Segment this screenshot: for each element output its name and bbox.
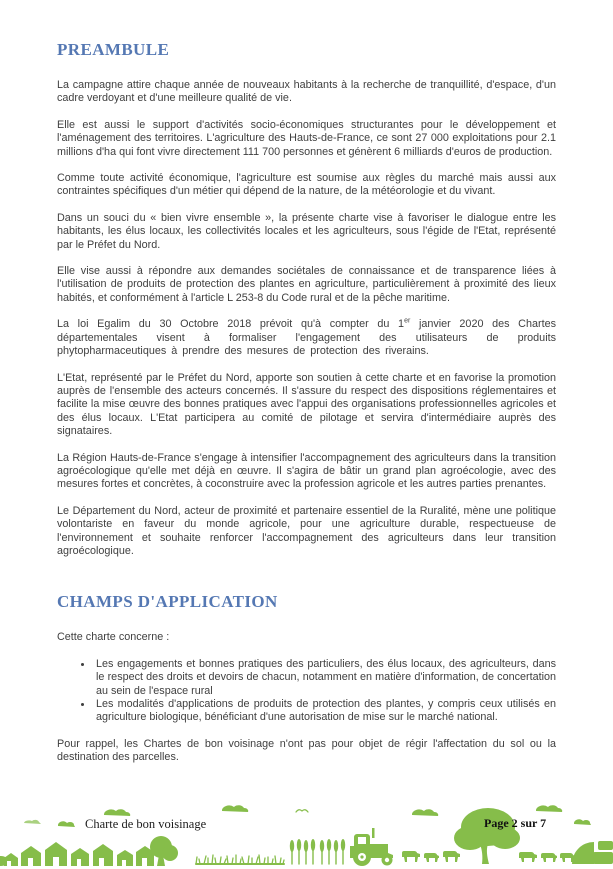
preambule-heading: PREAMBULE <box>57 40 170 59</box>
footer-illustration <box>0 800 613 869</box>
small-tree-icon <box>150 836 178 866</box>
page-footer <box>0 800 613 869</box>
paragraph-bien-vivre: Dans un souci du « bien vivre ensemble », la présente charte vise à favoriser le dialogue entre les habitants, les élus locaux, les collectivités locales et les agriculteurs, sous l'égide de l'Etat, représenté par le Préfet du Nord. <box>57 211 556 251</box>
cow-icon <box>402 851 575 862</box>
footer-page-number: Page 2 sur 7 <box>484 816 547 830</box>
bird-icon <box>296 810 308 812</box>
paragraph-campagne: La campagne attire chaque année de nouveaux habitants à la recherche de tranquillité, d'espace, d'un cadre verdoyant et d'une meilleure qualité de vie. <box>57 79 556 105</box>
footer-document-title: Charte de bon voisinage <box>85 817 207 831</box>
paragraph-departement: Le Département du Nord, acteur de proximité et partenaire essentiel de la Ruralité, mène une politique volontariste en faveur du monde agricole, pour une agriculture durable, respectueuse de l'environnement et souhaite renforcer l'accompagnement des agriculteurs dans leur transition agroécologique. <box>57 504 556 557</box>
page-content <box>57 40 556 778</box>
egalim-text-after: janvier 2020 des Chartes départementales visent à formaliser l'engagement des utilisateurs de produits phytopharmaceutiques à prendre des mesures de protection des riverains. <box>57 318 556 358</box>
tractor-icon <box>350 828 393 866</box>
paragraph-regles-marche: Comme toute activité économique, l'agriculture est soumise aux règles du marché mais aussi aux contraintes spécifiques d'un métier qui dépend de la nature, de la météorologie et du vivant. <box>57 172 556 198</box>
paragraph-region: La Région Hauts-de-France s'engage à intensifier l'accompagnement des agriculteurs dans la transition agroécologique qu'elle met déjà en œuvre. Il s'agira de bâtir un grand plan agroécologie, avec des mesures fortes et concrètes, à coconstruire avec la profession agricole et les autres parties prenantes. <box>57 451 556 491</box>
champs-application-heading: CHAMPS D'APPLICATION <box>57 592 278 612</box>
paragraph-socio-economique: Elle est aussi le support d'activités socio-économiques structurantes pour le développement et l'aménagement des territoires. L'agriculture des Hauts-de-France, ce sont 27 000 exploitations pour 2.1 millions d'ha qui font vivre directement 111 700 personnes et génèrent 6 milliards d'euros de production. <box>57 118 556 158</box>
grass-icon <box>196 855 284 864</box>
paragraph-charte-concerne: Cette charte concerne : <box>57 631 170 644</box>
ordinal-superscript: er <box>404 317 411 325</box>
charter-scope-list <box>57 658 556 725</box>
list-item-modalites: • Les modalités d'applications de produits de protection des plantes, y compris ceux utilisés en agriculture biologique, bénéficiant d'une autorisation de mise sur le marché national. <box>93 698 556 725</box>
houses-icon <box>0 842 154 866</box>
paragraph-pour-rappel: Pour rappel, les Chartes de bon voisinage n'ont pas pour objet de régir l'affectation du sol ou la destination des parcelles. <box>57 737 556 764</box>
egalim-text-before: La loi Egalim du 30 Octobre 2018 prévoit qu'à compter du 1 <box>57 318 405 331</box>
paragraph-etat: L'Etat, représenté par le Préfet du Nord, apporte son soutien à cette charte et en favorise la promotion auprès de l'ensemble des acteurs concernés. Il s'assure du respect des dispositions réglementaires et facilite la mise œuvre des bonnes pratiques avec l'appui des organisations professionnelles agricoles et des élus locaux. L'Etat participera au comité de pilotage et servira d'intermédiaire auprès des signataires. <box>57 371 556 438</box>
paragraph-transparence: Elle vise aussi à répondre aux demandes sociétales de connaissance et de transparence liées à l'utilisation de produits de protection des plantes en agriculture, particulièrement à proximité des lieux habités, et conformément à l'article L 253-8 du Code rural et de la pêche maritime. <box>57 265 556 304</box>
wheat-icon <box>290 839 345 864</box>
list-item-engagements: • Les engagements et bonnes pratiques des particuliers, des élus locaux, des agriculteurs, dans le respect des droits et devoirs de chacun, notamment en matière d'information, de concertation au sein de l'espace rural <box>93 658 556 698</box>
paragraph-loi-egalim <box>57 318 556 358</box>
haystack-icon <box>572 841 613 864</box>
